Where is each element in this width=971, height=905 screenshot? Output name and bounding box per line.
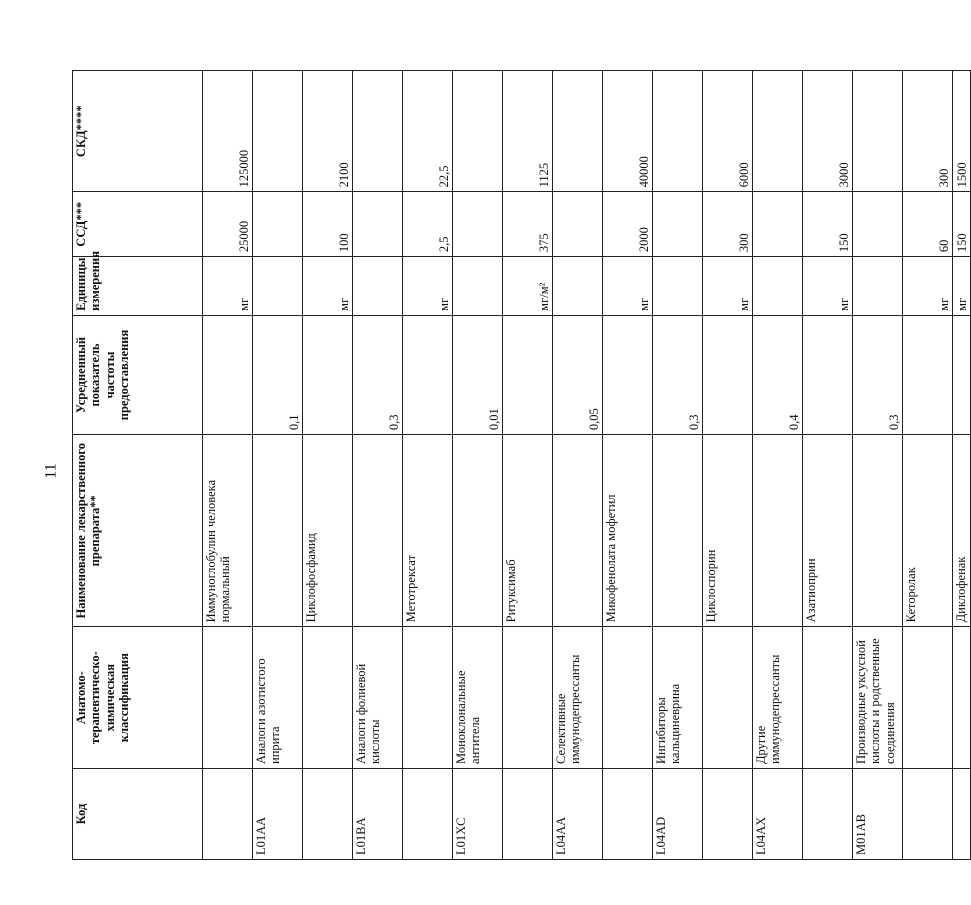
header-atc: Анатомо-терапевтическо-химическая классификация bbox=[73, 627, 203, 769]
cell-atc bbox=[303, 627, 353, 769]
cell-ssd bbox=[753, 192, 803, 257]
cell-atc bbox=[503, 627, 553, 769]
table-row bbox=[403, 71, 453, 860]
table-row bbox=[903, 71, 953, 860]
cell-atc bbox=[903, 627, 953, 769]
cell-code bbox=[803, 768, 853, 859]
cell-frequency: 0,3 bbox=[653, 315, 703, 434]
cell-ssd bbox=[453, 192, 503, 257]
cell-frequency: 0,4 bbox=[753, 315, 803, 434]
header-unit: Единицы измерения bbox=[73, 257, 203, 316]
cell-ssd bbox=[553, 192, 603, 257]
cell-code bbox=[303, 768, 353, 859]
header-drug: Наименование лекарственного препарата** bbox=[73, 435, 203, 627]
table-row bbox=[853, 71, 903, 860]
cell-code bbox=[203, 768, 253, 859]
cell-ssd: 375 bbox=[503, 192, 553, 257]
cell-drug bbox=[553, 435, 603, 627]
cell-frequency: 0,05 bbox=[553, 315, 603, 434]
cell-skd: 40000 bbox=[603, 71, 653, 192]
cell-atc: Аналоги азотистого иприта bbox=[253, 627, 303, 769]
header-code: Код bbox=[73, 768, 203, 859]
cell-ssd bbox=[353, 192, 403, 257]
cell-ssd: 2,5 bbox=[403, 192, 453, 257]
cell-ssd: 300 bbox=[703, 192, 753, 257]
cell-atc: Ингибиторы кальциневрина bbox=[653, 627, 703, 769]
cell-skd: 3000 bbox=[803, 71, 853, 192]
cell-skd bbox=[453, 71, 503, 192]
cell-frequency bbox=[203, 315, 253, 434]
table-row bbox=[503, 71, 553, 860]
cell-ssd: 100 bbox=[303, 192, 353, 257]
cell-code bbox=[603, 768, 653, 859]
header-frequency: Усредненный показатель частоты предоставления bbox=[73, 315, 203, 434]
cell-drug bbox=[653, 435, 703, 627]
cell-code bbox=[503, 768, 553, 859]
cell-ssd bbox=[253, 192, 303, 257]
cell-drug: Метотрексат bbox=[403, 435, 453, 627]
cell-unit: мг bbox=[303, 257, 353, 316]
cell-ssd: 25000 bbox=[203, 192, 253, 257]
table-row bbox=[753, 71, 803, 860]
cell-drug bbox=[253, 435, 303, 627]
cell-unit: мг bbox=[403, 257, 453, 316]
table-row bbox=[553, 71, 603, 860]
cell-skd: 22,5 bbox=[403, 71, 453, 192]
cell-unit: мг bbox=[703, 257, 753, 316]
cell-code: L04AA bbox=[553, 768, 603, 859]
cell-unit: мг bbox=[603, 257, 653, 316]
table-row bbox=[653, 71, 703, 860]
cell-drug bbox=[453, 435, 503, 627]
cell-code: L01AA bbox=[253, 768, 303, 859]
rotated-table-container bbox=[72, 70, 969, 860]
cell-skd: 125000 bbox=[203, 71, 253, 192]
cell-drug: Диклофенак bbox=[953, 435, 971, 627]
cell-atc: Производные уксусной кислоты и родственные соединения bbox=[853, 627, 903, 769]
cell-frequency bbox=[903, 315, 953, 434]
cell-drug bbox=[853, 435, 903, 627]
cell-ssd: 60 bbox=[903, 192, 953, 257]
table-row bbox=[453, 71, 503, 860]
cell-unit bbox=[753, 257, 803, 316]
cell-code bbox=[903, 768, 953, 859]
cell-frequency bbox=[503, 315, 553, 434]
page-number: 11 bbox=[42, 463, 60, 479]
table-row bbox=[353, 71, 403, 860]
cell-atc bbox=[953, 627, 971, 769]
cell-atc: Моноклональные антитела bbox=[453, 627, 503, 769]
table-row bbox=[803, 71, 853, 860]
cell-atc: Селективные иммунодепрессанты bbox=[553, 627, 603, 769]
cell-drug: Азатиоприн bbox=[803, 435, 853, 627]
table-row bbox=[703, 71, 753, 860]
cell-skd: 1125 bbox=[503, 71, 553, 192]
cell-skd: 300 bbox=[903, 71, 953, 192]
cell-unit bbox=[553, 257, 603, 316]
table-header-row bbox=[73, 71, 203, 860]
cell-drug: Кеторолак bbox=[903, 435, 953, 627]
drug-table bbox=[72, 70, 971, 860]
cell-skd bbox=[853, 71, 903, 192]
cell-code bbox=[703, 768, 753, 859]
cell-frequency: 0,1 bbox=[253, 315, 303, 434]
cell-skd bbox=[253, 71, 303, 192]
cell-drug: Иммуноглобулин человека нормальный bbox=[203, 435, 253, 627]
header-skd: СКД**** bbox=[73, 71, 203, 192]
cell-skd: 2100 bbox=[303, 71, 353, 192]
table-row bbox=[953, 71, 971, 860]
cell-code: L01XC bbox=[453, 768, 503, 859]
cell-skd bbox=[753, 71, 803, 192]
cell-unit bbox=[653, 257, 703, 316]
table-row bbox=[303, 71, 353, 860]
cell-frequency bbox=[803, 315, 853, 434]
table-row bbox=[253, 71, 303, 860]
cell-frequency bbox=[303, 315, 353, 434]
cell-ssd: 150 bbox=[803, 192, 853, 257]
cell-frequency bbox=[403, 315, 453, 434]
cell-frequency: 0,01 bbox=[453, 315, 503, 434]
cell-unit bbox=[453, 257, 503, 316]
cell-atc bbox=[603, 627, 653, 769]
cell-unit: мг bbox=[903, 257, 953, 316]
cell-frequency bbox=[703, 315, 753, 434]
cell-code: L04AX bbox=[753, 768, 803, 859]
cell-unit: мг/м² bbox=[503, 257, 553, 316]
cell-atc: Другие иммунодепрессанты bbox=[753, 627, 803, 769]
table-body bbox=[203, 71, 971, 860]
cell-unit: мг bbox=[203, 257, 253, 316]
cell-unit bbox=[253, 257, 303, 316]
cell-code: L01BA bbox=[353, 768, 403, 859]
cell-drug: Циклоспорин bbox=[703, 435, 753, 627]
cell-drug: Циклофосфамид bbox=[303, 435, 353, 627]
cell-code bbox=[953, 768, 971, 859]
header-ssd: ССД*** bbox=[73, 192, 203, 257]
cell-frequency bbox=[953, 315, 971, 434]
cell-code: M01AB bbox=[853, 768, 903, 859]
cell-atc bbox=[203, 627, 253, 769]
cell-atc bbox=[703, 627, 753, 769]
cell-frequency: 0,3 bbox=[353, 315, 403, 434]
cell-atc bbox=[403, 627, 453, 769]
cell-skd bbox=[553, 71, 603, 192]
cell-unit bbox=[353, 257, 403, 316]
cell-skd: 1500 bbox=[953, 71, 971, 192]
cell-drug bbox=[753, 435, 803, 627]
cell-ssd bbox=[653, 192, 703, 257]
cell-unit: мг bbox=[803, 257, 853, 316]
cell-unit bbox=[853, 257, 903, 316]
cell-ssd: 2000 bbox=[603, 192, 653, 257]
cell-code: L04AD bbox=[653, 768, 703, 859]
cell-frequency: 0,3 bbox=[853, 315, 903, 434]
cell-drug: Ритуксимаб bbox=[503, 435, 553, 627]
cell-atc bbox=[803, 627, 853, 769]
cell-skd: 6000 bbox=[703, 71, 753, 192]
cell-skd bbox=[653, 71, 703, 192]
cell-code bbox=[403, 768, 453, 859]
cell-ssd bbox=[853, 192, 903, 257]
table-row bbox=[603, 71, 653, 860]
cell-unit: мг bbox=[953, 257, 971, 316]
cell-drug bbox=[353, 435, 403, 627]
cell-atc: Аналоги фолиевой кислоты bbox=[353, 627, 403, 769]
cell-frequency bbox=[603, 315, 653, 434]
cell-ssd: 150 bbox=[953, 192, 971, 257]
table-row bbox=[203, 71, 253, 860]
cell-skd bbox=[353, 71, 403, 192]
cell-drug: Микофенолата мофетил bbox=[603, 435, 653, 627]
